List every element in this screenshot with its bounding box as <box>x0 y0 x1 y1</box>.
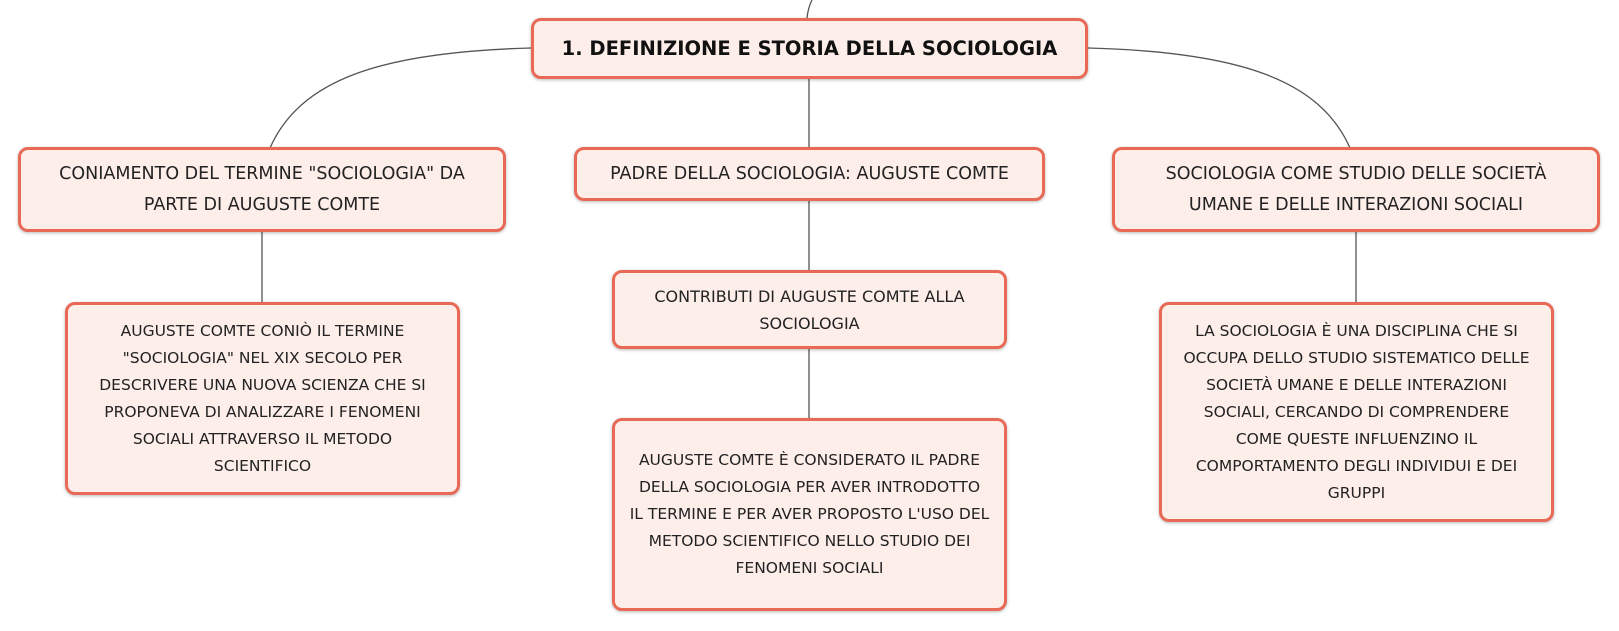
leaf-label-line: "SOCIOLOGIA" NEL XIX SECOLO PER <box>122 348 403 367</box>
sub-label-line: CONTRIBUTI DI AUGUSTE COMTE ALLA <box>654 286 965 306</box>
leaf-node-term-coinage-detail[interactable] <box>65 302 460 495</box>
leaf-label-line: METODO SCIENTIFICO NELLO STUDIO DEI <box>648 532 971 550</box>
leaf-label-line: GRUPPI <box>1327 483 1386 502</box>
leaf-label-line: SOCIALI ATTRAVERSO IL METODO <box>132 429 393 448</box>
leaf-label-line: SOCIALI, CERCANDO DI COMPRENDERE <box>1203 402 1510 421</box>
leaf-label-line: LA SOCIOLOGIA È UNA DISCIPLINA CHE SI <box>1195 321 1518 340</box>
sub-label-line: SOCIOLOGIA <box>759 313 860 333</box>
branch-node-term-coinage[interactable] <box>18 147 506 232</box>
leaf-label-line: COMPORTAMENTO DEGLI INDIVIDUI E DEI <box>1195 456 1518 475</box>
leaf-label-line: OCCUPA DELLO STUDIO SISTEMATICO DELLE <box>1183 348 1530 367</box>
branch-label-line: PARTE DI AUGUSTE COMTE <box>143 194 381 215</box>
leaf-label-line: SCIENTIFICO <box>213 456 312 475</box>
leaf-label-line: PROPONEVA DI ANALIZZARE I FENOMENI <box>104 402 421 421</box>
leaf-label-line: DELLA SOCIOLOGIA PER AVER INTRODOTTO <box>638 478 981 496</box>
leaf-label-line: DESCRIVERE UNA NUOVA SCIENZA CHE SI <box>99 375 426 394</box>
leaf-label-line: AUGUSTE COMTE CONIÒ IL TERMINE <box>120 321 405 340</box>
connector-root-to-branch-right <box>1088 48 1350 148</box>
branch-label-line: CONIAMENTO DEL TERMINE "SOCIOLOGIA" DA <box>59 163 465 184</box>
root-label: 1. DEFINIZIONE E STORIA DELLA SOCIOLOGIA <box>561 37 1058 60</box>
branch-label-line: SOCIOLOGIA COME STUDIO DELLE SOCIETÀ <box>1165 163 1547 184</box>
branch-node-father-of-sociology[interactable] <box>574 147 1045 201</box>
connector-root-to-branch-left <box>270 48 531 148</box>
leaf-label-line: FENOMENI SOCIALI <box>735 559 884 577</box>
branch-label-line: UMANE E DELLE INTERAZIONI SOCIALI <box>1188 194 1524 215</box>
sub-node-comte-contributions[interactable] <box>612 270 1007 349</box>
leaf-node-societies-detail[interactable] <box>1159 302 1554 522</box>
leaf-node-comte-father-detail[interactable] <box>612 418 1007 611</box>
root-node[interactable] <box>531 18 1088 79</box>
leaf-label-line: IL TERMINE E PER AVER PROPOSTO L'USO DEL <box>629 505 990 523</box>
leaf-label-line: SOCIETÀ UMANE E DELLE INTERAZIONI <box>1206 375 1507 394</box>
branch-label-line: PADRE DELLA SOCIOLOGIA: AUGUSTE COMTE <box>610 163 1009 184</box>
leaf-label-line: AUGUSTE COMTE È CONSIDERATO IL PADRE <box>638 451 981 469</box>
branch-node-study-of-societies[interactable] <box>1112 147 1600 232</box>
connector-root-parent <box>807 0 812 18</box>
leaf-label-line: COME QUESTE INFLUENZINO IL <box>1235 429 1478 448</box>
